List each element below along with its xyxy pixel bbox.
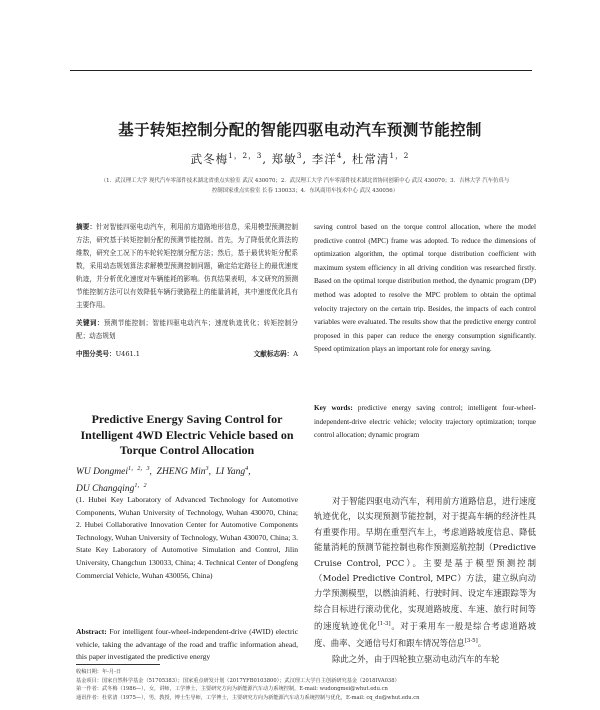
doc-code-label: 文献标志码：	[253, 350, 294, 358]
author-cn-1-sup: 1，2，3	[228, 151, 263, 160]
keywords-cn	[76, 317, 298, 343]
keywords-en-text: predictive energy saving control; intelligent four-wheel-independent-drive electric vehicle; velocity trajectory optimization; torque control allocation; dynamic program	[314, 404, 536, 440]
abstract-cn-label: 摘要：	[76, 223, 97, 231]
author-cn-4: 杜常清	[351, 151, 390, 166]
intro-p1-tail: 。对于乘用车一般是综合考虑道路坡度、曲率、交通信号灯和跟车情况等信息	[314, 621, 536, 649]
affiliations-cn: （1．武汉理工大学 现代汽车零部件技术湖北省重点实验室 武汉 430070；2．武汉理工大学 汽车零部件技术湖北省协同创新中心 武汉 430070；3．吉林大学 汽车仿真与控制国家重点实验室 长春 130033；4．东风商用车技术中心 武汉 430056）	[100, 178, 510, 194]
author-cn-4-sup: 1，2	[389, 151, 410, 160]
author-en-1-sup: 1，2，3	[127, 466, 150, 472]
intro-p1-end: 。	[477, 638, 487, 649]
introduction	[314, 494, 536, 667]
abstract-cn-text: 针对智能四驱电动汽车，利用前方道路地形信息，采用模型预测控制方法，研究基于转矩控制分配的预测节能控制。首先，为了降低优化算法的维数，研究全工况下的车轮转矩控制分配方法；然后，基于最优转矩分配系数，采用动态规划算法求解模型预测控制问题，确定给定路径上的最优速度轨迹，并分析优化速度对车辆能耗的影响。仿真结果表明，本文研究的预测节能控制方法可以有效降低车辆行驶路程上的能量消耗，其中速度优化具有主要作用。	[76, 223, 299, 309]
classification-row	[76, 348, 298, 358]
keywords-cn-text: 预测节能控制；智能四驱电动汽车；速度轨迹优化；转矩控制分配；动态规划	[76, 319, 299, 340]
author-cn-2: , 郑敏	[262, 151, 297, 166]
authors-cn: 武冬梅$^{1,2,3}$, 郑敏$^3$, 李洋$^4$, 杜常清$^{1,2}$	[190, 151, 410, 166]
footnotes	[76, 668, 536, 702]
affiliations-en: (1. Hubei Key Laboratory of Advanced Technology for Automotive Components, Wuhan University of Technology, Wuhan 430070, China; 2. Hubei Collaborative Innovation Center for Automotive Components Technology, Wuhan University of Technology, Wuhan 430070, China; 3. State Key Laboratory of Automotive Simulation and Control, Jilin University, Changchun 130033, China; 4. Technical Center of Dongfeng Commercial Vehicle, Wuhan 430056, China)	[76, 495, 298, 580]
keywords-en-label: Key words:	[314, 404, 353, 412]
author-en-2-sup: 3	[205, 466, 209, 472]
author-cn-1: 武冬梅	[190, 151, 229, 166]
footnote-received: 收稿日期：年-月-日	[76, 669, 122, 675]
footnote-rule	[76, 664, 160, 665]
footnote-fund: 基金项目：国家自然科学基金（51705383）；国家重点研发计划（2017YFB0103800）；武汉理工大学自主创新研究基金（2018IVA038）	[76, 677, 400, 684]
keywords-en	[314, 402, 536, 443]
abstract-en-right: saving control based on the torque control allocation, where the model predictive control (MPC) frame was adopted. To reduce the dimensions of optimization algorithm, the optimal torque distribution coefficient with maximum system efficiency in all driving condition was researched firstly. Based on the optimal torque distribution method, the dynamic program (DP) method was adopted to resolve the MPC problem to obtain the optimal velocity trajectory on the certain trip. Besides, the impacts of each control variables were evaluated. The results show that the predictive energy control proposed in this paper can reduce the energy consumption significantly. Speed optimization plays an important role for energy saving.	[314, 223, 536, 354]
author-en-4: DU Changqing	[76, 484, 135, 495]
footnote-author2: 通讯作者：杜常清（1975—），男，教授，博士生导师，工学博士，主要研究方向为新能源汽车动力系统控制与优化，E-mail: cq_du@whut.edu.cn	[76, 694, 420, 701]
abstract-cn	[76, 221, 298, 312]
doc-code-value: A	[293, 350, 298, 358]
header-rule	[70, 70, 532, 71]
clc-label: 中图分类号：	[76, 350, 116, 358]
authors-en: WU Dongmei$^{1,2,3}$, ZHENG Min$^3$, LI Yang$^4$, DU Changqing$^{1,2}$	[76, 466, 251, 495]
clc-value: U461.1	[115, 350, 140, 358]
author-cn-3-sup: 4	[336, 151, 343, 160]
title-cn: 基于转矩控制分配的智能四驱电动汽车预测节能控制	[118, 121, 482, 139]
intro-cite-2: [3-5]	[464, 638, 478, 645]
author-en-2: ZHENG Min	[156, 467, 206, 478]
author-en-3: LI Yang	[215, 467, 246, 478]
abstract-en-label: Abstract:	[76, 627, 107, 636]
footnote-author1: 第一作者：武冬梅（1986—），女，讲师，工学博士，主要研究方向为新能源汽车动力系统控制，E-mail: wudongmei@whut.edu.cn	[76, 686, 388, 693]
author-en-4-sup: 1，2	[134, 483, 147, 490]
intro-cite-1: [1-3]	[377, 621, 391, 628]
author-en-3-sup: 4	[245, 466, 249, 472]
intro-p2: 除此之外，由于四轮独立驱动电动汽车的车轮	[332, 653, 500, 664]
abstract-en-left	[76, 626, 298, 664]
author-cn-2-sup: 3	[296, 151, 303, 160]
author-cn-3: 李洋	[311, 151, 337, 166]
title-en: Predictive Energy Saving Control for Intelligent 4WD Electric Vehicle based on Torque Control Allocation	[80, 412, 294, 457]
author-en-1: WU Dongmei	[76, 467, 128, 478]
abstract-en-left-text: For intelligent four-wheel-independent-drive (4WID) electric vehicle, taking the advantage of the road and traffic information ahead, this paper investigated the predictive energy	[76, 627, 298, 662]
keywords-cn-label: 关键词：	[76, 319, 104, 327]
intro-p1: 对于智能四驱电动汽车，利用前方道路信息，进行速度轨迹优化，以实现预测节能控制，对于提高车辆的经济性具有重要作用。早期在重型汽车上，考虑道路坡度信息、降低能量消耗的预测节能控制也称作预测巡航控制（Predictive Cruise Control, PCC）。主要是基于模型预测控制（Model Predictive Control, MPC）方法，建立纵向动力学预测模型，以燃油消耗、行驶时间、设定车速跟踪等为综合目标进行滚动优化，实现道路坡度、车速、旅行时间等的速度轨迹优化	[314, 496, 536, 632]
